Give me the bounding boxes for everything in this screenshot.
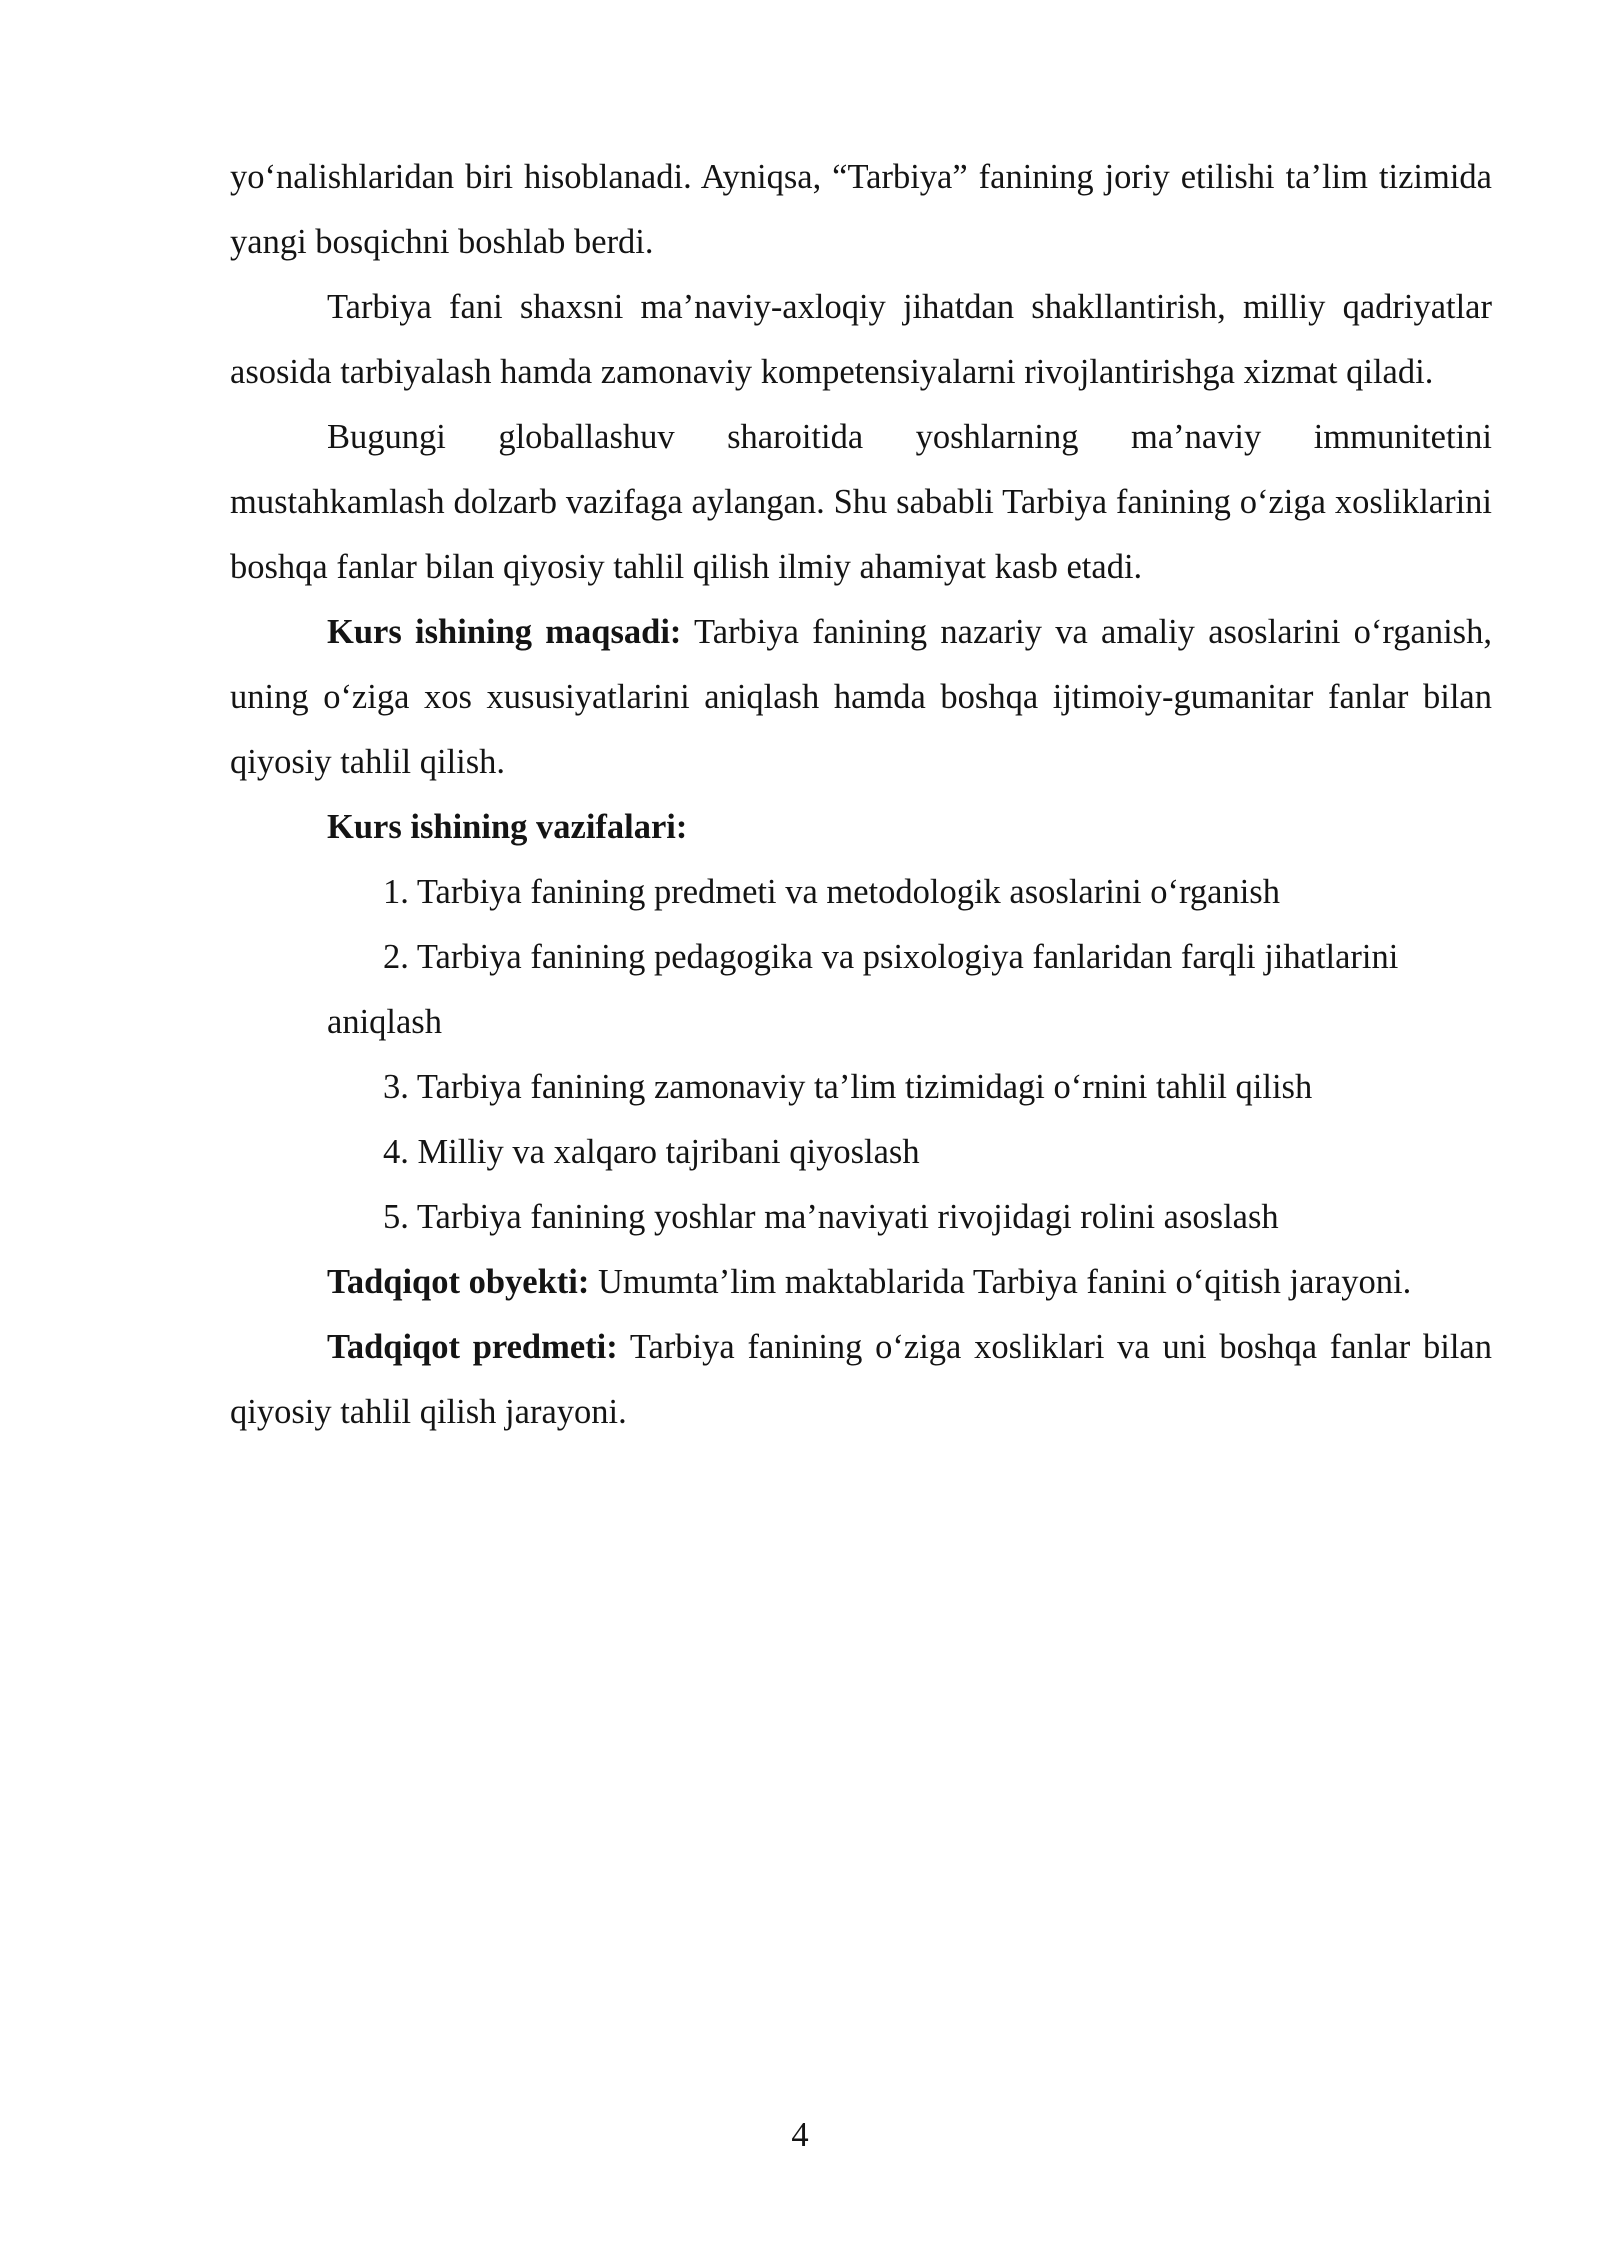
- paragraph-intro-continuation: yo‘nalishlaridan biri hisoblanadi. Ayniqsa, “Tarbiya” fanining joriy etilishi ta’lim tizimida yangi bosqichni boshlab berdi.: [230, 158, 1492, 261]
- list-item: 4. Milliy va xalqaro tajribani qiyoslash: [383, 1133, 920, 1171]
- goal-text: Tarbiya fanining nazariy va amaliy asoslarini o‘rganish, uning o‘ziga xos xususiyatlarini aniqlash hamda boshqa ijtimoiy-gumanitar fanlar bilan qiyosiy tahlil qilish.: [230, 613, 1492, 781]
- page-number: 4: [791, 2116, 809, 2154]
- document-page: [230, 145, 1492, 1445]
- list-item: 1. Tarbiya fanining predmeti va metodologik asoslarini o‘rganish: [383, 873, 1280, 911]
- paragraph-research-subject: [230, 1315, 1492, 1445]
- paragraph-globalization: Bugungi globallashuv sharoitida yoshlarning ma’naviy immunitetini mustahkamlash dolzarb vazifaga aylangan. Shu sababli Tarbiya fanining o‘ziga xosliklarini boshqa fanlar bilan qiyosiy tahlil qilish ilmiy ahamiyat kasb etadi.: [230, 418, 1492, 586]
- goal-label: Kurs ishining maqsadi:: [327, 613, 682, 651]
- research-subject-text: Tarbiya fanining o‘ziga xosliklari va uni boshqa fanlar bilan qiyosiy tahlil qilish jarayoni.: [230, 1328, 1492, 1431]
- list-item: 5. Tarbiya fanining yoshlar ma’naviyati rivojidagi rolini asoslash: [383, 1198, 1279, 1236]
- list-item: 2. Tarbiya fanining pedagogika va psixologiya fanlaridan farqli jihatlarini aniqlash: [327, 938, 1399, 1041]
- paragraph-research-object: [230, 1250, 1492, 1315]
- tasks-heading: Kurs ishining vazifalari:: [327, 808, 688, 846]
- research-subject-label: Tadqiqot predmeti:: [327, 1328, 618, 1366]
- tasks-list: [230, 860, 1492, 1250]
- research-object-text: Umumta’lim maktablarida Tarbiya fanini o‘qitish jarayoni.: [589, 1263, 1412, 1301]
- research-object-label: Tadqiqot obyekti:: [327, 1263, 590, 1301]
- paragraph-goal: [230, 600, 1492, 795]
- paragraph-tarbiya-purpose: Tarbiya fani shaxsni ma’naviy-axloqiy jihatdan shakllantirish, milliy qadriyatlar asosida tarbiyalash hamda zamonaviy kompetensiyalarni rivojlantirishga xizmat qiladi.: [230, 288, 1492, 391]
- list-item: 3. Tarbiya fanining zamonaviy ta’lim tizimidagi o‘rnini tahlil qilish: [383, 1068, 1313, 1106]
